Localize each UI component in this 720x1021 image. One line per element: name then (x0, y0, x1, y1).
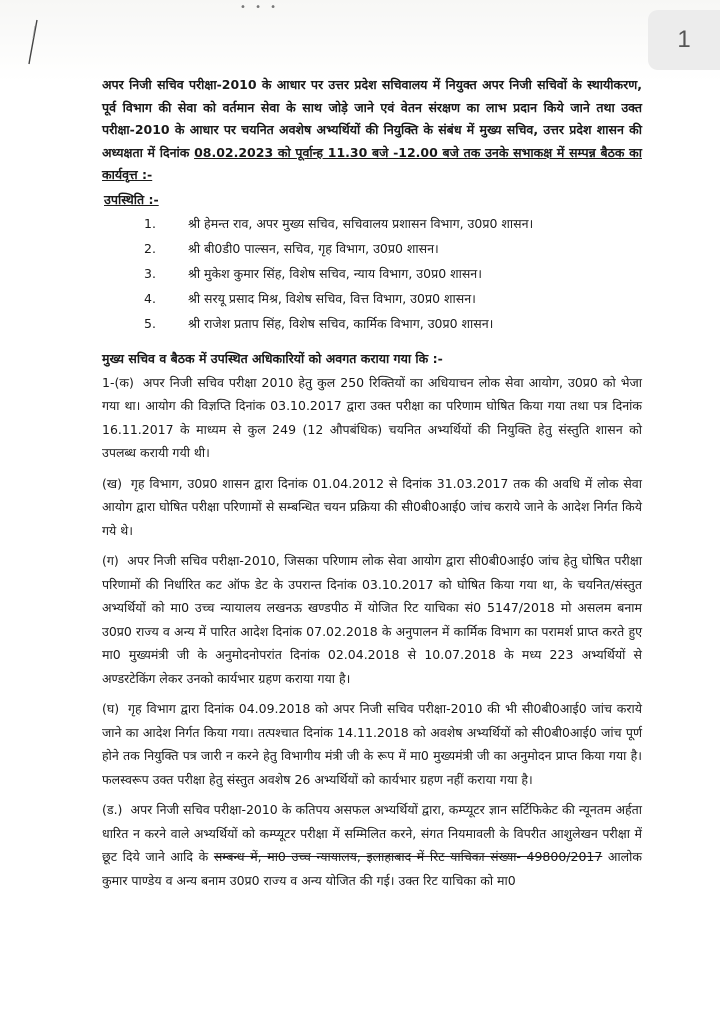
briefing-intro: मुख्य सचिव व बैठक में उपस्थित अधिकारियों को अवगत कराया गया कि :- (102, 351, 443, 366)
paragraph-text: आलोक कुमार पाण्डेय व अन्य बनाम उ0प्र0 राज्य व अन्य योजित की गई। उक्त रिट याचिका को मा0 (102, 849, 642, 888)
page-number-badge (648, 10, 720, 70)
list-item-text: श्री मुकेश कुमार सिंह, विशेष सचिव, न्याय विभाग, उ0प्र0 शासन। (188, 266, 482, 281)
paragraph-2 (102, 472, 642, 543)
list-item (144, 286, 642, 311)
paragraph-label: (ख) (102, 475, 122, 491)
paragraph-label: (ग) (102, 553, 119, 568)
list-item-text: श्री हेमन्त राव, अपर मुख्य सचिव, सचिवालय प्रशासन विभाग, उ0प्र0 शासन। (188, 216, 534, 231)
list-item (144, 211, 642, 236)
list-item-number: 2. (144, 241, 156, 256)
list-item-number: 1. (144, 216, 156, 231)
attendance-title: उपस्थिति :- (104, 191, 159, 207)
paragraph-text: गृह विभाग द्वारा दिनांक 04.09.2018 को अपर निजी सचिव परीक्षा-2010 की भी सी0बी0आई0 जांच कराये जाने का आदेश निर्गत किया गया। तत्पश्चात दिनांक 14.11.2018 को अवशेष अभ्यर्थियों को सी0बी0आई0 जांच पूर्ण होने तक नियुक्ति पत्र जारी न करने हेतु विभागीय मंत्री जी के रूप में मा0 मुख्यमंत्री जी का अनुमोदन प्राप्त किया गया है। फलस्वरूप उक्त परीक्षा हेतु संस्तुत अवशेष 26 अभ्यर्थियों को कार्यभार ग्रहण नहीं कराया गया है। (102, 701, 642, 787)
paragraph-5 (102, 798, 642, 892)
minutes-heading (102, 74, 642, 187)
attendance-list (102, 211, 642, 336)
paragraph-4 (102, 697, 642, 791)
list-item-text: श्री सरयू प्रसाद मिश्र, विशेष सचिव, वित्त विभाग, उ0प्र0 शासन। (188, 291, 476, 306)
list-item-text: श्री बी0डी0 पाल्सन, सचिव, गृह विभाग, उ0प्र0 शासन। (188, 241, 439, 256)
pen-scribble-mark (26, 18, 40, 66)
paragraph-1 (102, 371, 642, 465)
list-item (144, 261, 642, 286)
paragraph-3 (102, 549, 642, 690)
document-body (102, 74, 642, 899)
paragraph-text: अपर निजी सचिव परीक्षा-2010, जिसका परिणाम लोक सेवा आयोग द्वारा सी0बी0आई0 जांच हेतु घोषित परीक्षा परिणामों की निर्धारित कट ऑफ डेट के उपरान्त दिनांक 03.10.2017 को घोषित किया गया था, के चयनित/संस्तुत अभ्यर्थियों को मा0 उच्च न्यायालय लखनऊ खण्डपीठ में योजित रिट याचिका सं0 5147/2018 मो असलम बनाम उ0प्र0 राज्य व अन्य में पारित आदेश दिनांक 07.02.2018 के अनुपालन में कार्मिक विभाग का परामर्श प्राप्त करते हुए मा0 मुख्यमंत्री जी के अनुमोदनोपरांत दिनांक 02.04.2018 से 10.07.2018 के मध्य 223 अभ्यर्थियों से अण्डरटेकिंग लेकर उनको कार्यभार ग्रहण कराया गया है। (102, 553, 642, 686)
list-item-text: श्री राजेश प्रताप सिंह, विशेष सचिव, कार्मिक विभाग, उ0प्र0 शासन। (188, 316, 494, 331)
list-item-number: 3. (144, 266, 156, 281)
paragraph-label: 1-(क) (102, 374, 134, 390)
paragraph-text-struck: सम्बन्ध में, मा0 उच्च न्यायालय, इलाहाबाद में रिट याचिका संख्या- 49800/2017 (213, 849, 603, 864)
paragraph-label: (ड.) (102, 802, 123, 817)
list-item-number: 4. (144, 291, 156, 306)
paragraph-text: अपर निजी सचिव परीक्षा 2010 हेतु कुल 250 रिक्तियों का अधियाचन लोक सेवा आयोग, उ0प्र0 को भेजा गया था। आयोग की विज्ञप्ति दिनांक 03.10.2017 द्वारा उक्त परीक्षा का परिणाम घोषित किया गया तथा पत्र दिनांक 16.11.2017 के माध्यम से कुल 249 (12 औपबंधिक) चयनित अभ्यर्थियों की नियुक्ति हेतु संस्तुति शासन को उपलब्ध करायी गयी थी। (102, 374, 642, 460)
list-item (144, 311, 642, 336)
paragraph-text: गृह विभाग, उ0प्र0 शासन द्वारा दिनांक 01.04.2012 से दिनांक 31.03.2017 तक की अवधि में लोक सेवा आयोग द्वारा घोषित परीक्षा परिणामों से सम्बन्धित चयन प्रक्रिया की सी0बी0आई0 जांच कराये जाने के आदेश निर्गत किये गये थे। (102, 475, 642, 538)
paragraph-label: (घ) (102, 701, 120, 716)
scan-dots: • • • (240, 2, 280, 13)
heading-underlined: 08.02.2023 को पूर्वान्ह 11.30 बजे -12.00 बजे तक उनके सभाकक्ष में सम्पन्न बैठक का कार्यवृत्त :- (102, 144, 642, 182)
list-item-number: 5. (144, 316, 156, 331)
paragraph-text: अपर निजी सचिव परीक्षा-2010 के कतिपय असफल अभ्यर्थियों द्वारा, कम्प्यूटर ज्ञान सर्टिफिकेट की न्यूनतम अर्हता धारित न करने वाले अभ्यर्थियों को कम्प्यूटर परीक्षा में सम्मिलित करने, संगत नियमावली के विपरीत आशुलेखन परीक्षा में छूट दिये जाने आदि के (102, 802, 642, 864)
list-item (144, 236, 642, 261)
page-number: 1 (677, 26, 691, 53)
heading-text: अपर निजी सचिव परीक्षा-2010 के आधार पर उत्तर प्रदेश सचिवालय में नियुक्त अपर निजी सचिवों के स्थायीकरण, पूर्व विभाग की सेवा को वर्तमान सेवा के साथ जोड़े जाने एवं वेतन संरक्षण का लाभ प्रदान किये जाने तथा उक्त परीक्षा-2010 के आधार पर चयनित अवशेष अभ्यर्थियों की नियुक्ति के संबंध में मुख्य सचिव, उत्तर प्रदेश शासन की अध्यक्षता में दिनांक (102, 77, 642, 160)
